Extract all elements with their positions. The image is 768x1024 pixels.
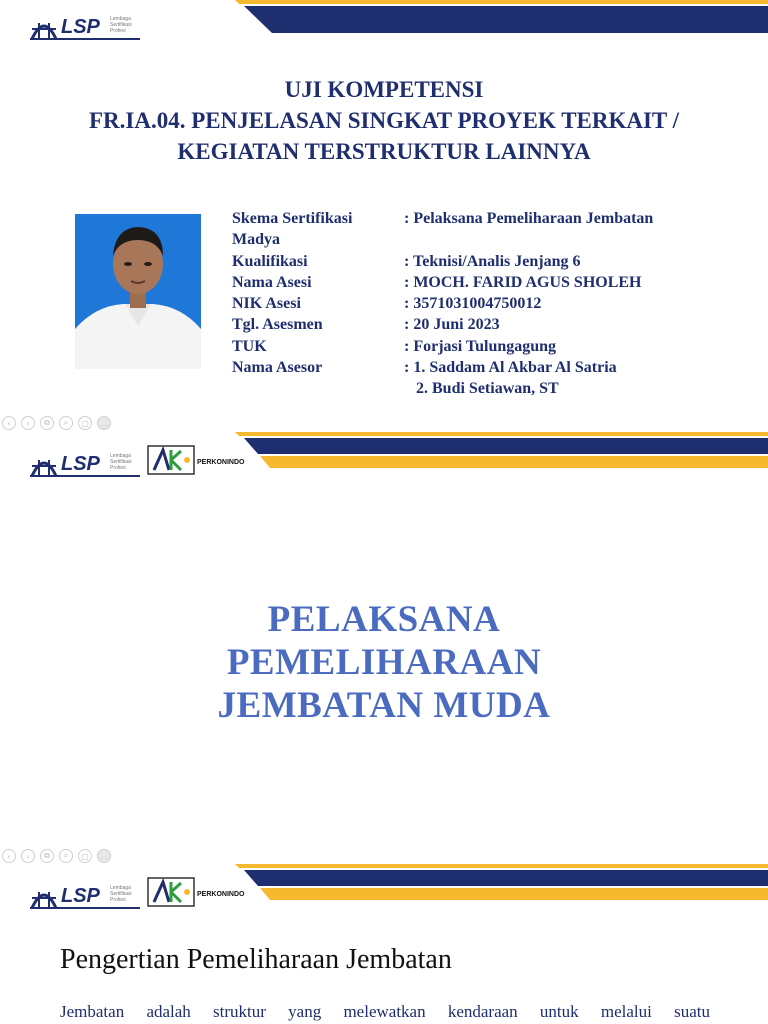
title-line-2: PEMELIHARAAN	[226, 642, 542, 683]
info-label: NIK Asesi	[232, 295, 301, 313]
title-line-2: FR.IA.04. PENJELASAN SINGKAT PROYEK TERKAIT /	[88, 108, 679, 133]
info-row	[232, 208, 752, 229]
copy-icon[interactable]: ⧉	[40, 416, 54, 430]
slide-3	[0, 864, 768, 1024]
info-label: Madya	[232, 231, 280, 249]
more-icon[interactable]: …	[97, 849, 111, 863]
slide-title	[0, 74, 768, 167]
slide-nav-controls	[2, 416, 111, 430]
info-row	[232, 357, 752, 378]
info-value: : MOCH. FARID AGUS SHOLEH	[404, 273, 642, 291]
next-icon[interactable]: ›	[21, 849, 35, 863]
info-value: : Teknisi/Analis Jenjang 6	[404, 252, 581, 270]
next-icon[interactable]: ›	[21, 416, 35, 430]
prev-icon[interactable]: ‹	[2, 416, 16, 430]
svg-text:Lembaga: Lembaga	[110, 885, 131, 891]
info-row	[232, 272, 752, 293]
info-value: : 1. Saddam Al Akbar Al Satria	[404, 359, 617, 377]
copy-icon[interactable]: ⧉	[40, 849, 54, 863]
lsp-logo	[30, 448, 142, 478]
prev-icon[interactable]: ‹	[2, 849, 16, 863]
info-label: TUK	[232, 337, 267, 355]
svg-text:LSP: LSP	[61, 16, 100, 38]
lsp-logo	[30, 880, 142, 910]
svg-text:Profesi: Profesi	[110, 28, 126, 34]
perkonindo-logo	[147, 877, 247, 907]
svg-text:LSP: LSP	[61, 453, 100, 475]
svg-text:PERKONINDO: PERKONINDO	[197, 459, 245, 466]
asesi-photo	[75, 214, 201, 369]
info-label: Nama Asesi	[232, 273, 312, 291]
svg-text:Sertifikasi: Sertifikasi	[110, 22, 132, 28]
slide-2-title	[0, 598, 768, 727]
more-icon[interactable]: …	[97, 416, 111, 430]
slide-1	[0, 0, 768, 432]
zoom-icon[interactable]: ⌕	[59, 416, 73, 430]
slide-3-body: Jembatan adalah struktur yang melewatkan kendaraan untuk melalui suatu	[60, 1002, 710, 1021]
title-line-1: UJI KOMPETENSI	[284, 77, 484, 102]
info-value: : 3571031004750012	[404, 295, 542, 313]
title-line-1: PELAKSANA	[267, 599, 501, 640]
info-value: : 20 Juni 2023	[404, 316, 500, 334]
svg-text:Sertifikasi: Sertifikasi	[110, 891, 132, 897]
lsp-logo	[30, 11, 142, 41]
info-row	[232, 314, 752, 335]
title-line-3: JEMBATAN MUDA	[217, 685, 551, 726]
info-row	[232, 293, 752, 314]
title-line-3: KEGIATAN TERSTRUKTUR LAINNYA	[177, 139, 591, 164]
fit-icon[interactable]: ▢	[78, 416, 92, 430]
fit-icon[interactable]: ▢	[78, 849, 92, 863]
svg-text:Lembaga: Lembaga	[110, 16, 131, 22]
info-row	[232, 229, 752, 250]
info-label	[232, 378, 404, 399]
info-value	[404, 229, 752, 250]
svg-text:Lembaga: Lembaga	[110, 453, 131, 459]
info-row	[232, 251, 752, 272]
svg-text:Profesi: Profesi	[110, 897, 126, 903]
info-row	[232, 336, 752, 357]
zoom-icon[interactable]: ⌕	[59, 849, 73, 863]
slide-nav-controls	[2, 849, 111, 863]
info-label: Nama Asesor	[232, 359, 323, 377]
info-value: : Pelaksana Pemeliharaan Jembatan	[404, 210, 654, 227]
svg-text:LSP: LSP	[61, 885, 100, 907]
info-label: Skema Sertifikasi	[232, 210, 353, 227]
info-row	[232, 378, 752, 399]
slide-3-heading: Pengertian Pemeliharaan Jembatan	[60, 944, 452, 975]
info-table	[232, 208, 752, 400]
slide-2	[0, 432, 768, 864]
svg-text:Sertifikasi: Sertifikasi	[110, 459, 132, 465]
svg-text:PERKONINDO: PERKONINDO	[197, 891, 245, 898]
info-value: 2. Budi Setiawan, ST	[404, 380, 559, 398]
svg-text:Profesi: Profesi	[110, 465, 126, 471]
perkonindo-logo	[147, 445, 247, 475]
info-label: Kualifikasi	[232, 252, 308, 270]
info-value: : Forjasi Tulungagung	[404, 337, 557, 355]
info-label: Tgl. Asesmen	[232, 316, 323, 334]
